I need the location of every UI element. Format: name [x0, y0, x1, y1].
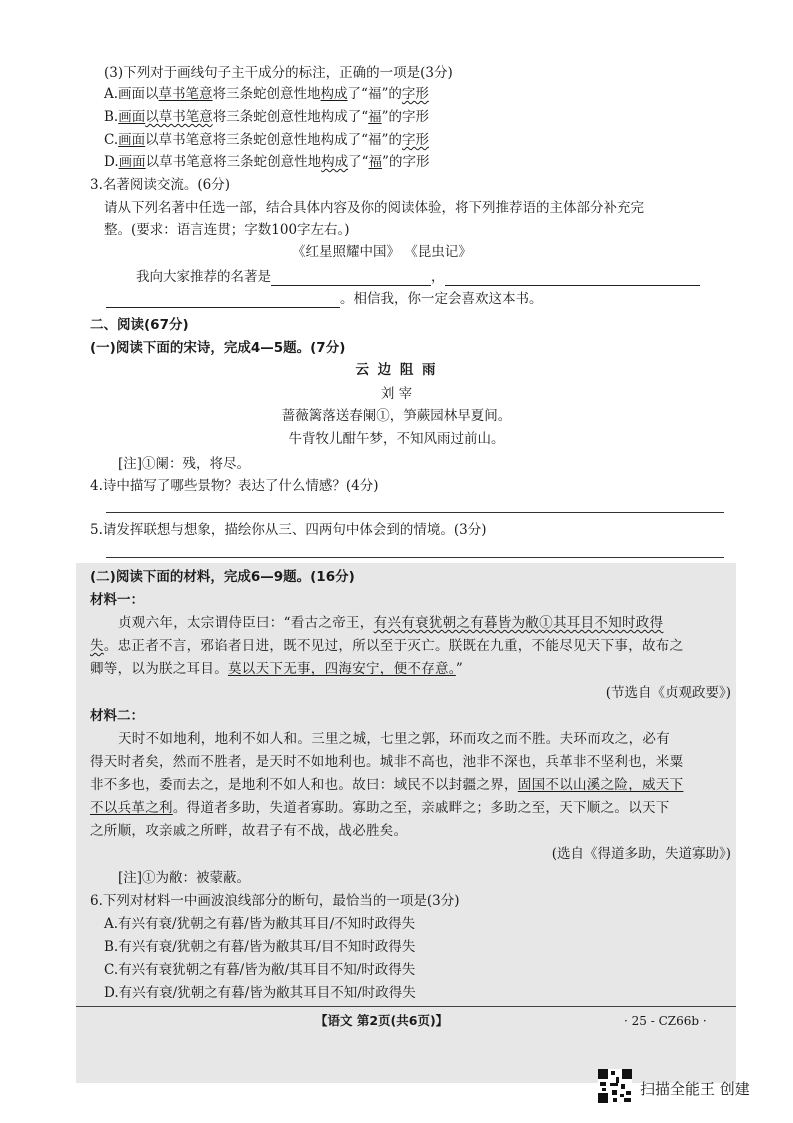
material-2-source: (选自《得道多助，失道寡助》) [551, 846, 731, 862]
q3-option-c: C.画面以草书笔意将三条蛇创意性地构成了“福”的字形 [104, 132, 429, 148]
poem-note: [注]①阑：残，将尽。 [118, 456, 251, 472]
material-1-line-1: 贞观六年，太宗谓侍臣曰：“看古之帝王，有兴有衰犹朝之有暮皆为敝①其耳目不知时政得 [118, 615, 664, 631]
recommend-line-1: 我向大家推荐的名著是 ， [136, 268, 700, 286]
question-6: 6.下列对材料一中画波浪线部分的断句，最恰当的一项是(3分) [90, 893, 460, 909]
q6-option-a[interactable]: A.有兴有衰/犹朝之有暮/皆为敝其耳目/不知时政得失 [104, 916, 416, 932]
material-1-source: (节选自《贞观政要》) [605, 685, 731, 701]
material-1-line-3: 卿等，以为朕之耳目。莫以天下无事，四海安宁，便不存意。” [90, 661, 464, 677]
answer-line-5[interactable] [106, 557, 724, 558]
q3-mingzhu-instruction-1: 请从下列名著中任选一部，结合具体内容及你的阅读体验，将下列推荐语的主体部分补充完 [104, 200, 644, 216]
scanner-watermark: 扫描全能王 创建 [640, 1080, 750, 1098]
material-2-line-2: 得天时者矣，然而不胜者，是天时不如地利也。城非不高也，池非不深也，兵革非不坚利也，米粟 [90, 754, 684, 770]
q3-mingzhu-instruction-2: 整。(要求：语言连贯；字数100字左右。) [104, 222, 350, 238]
question-5: 5.请发挥联想与想象，描绘你从三、四两句中体会到的情境。(3分) [90, 522, 487, 538]
poem-title: 云 边 阻 雨 [355, 362, 438, 378]
material-2-line-5: 之所顺，攻亲戚之所畔，故君子有不战，战必胜矣。 [90, 823, 408, 839]
qr-code-icon [598, 1069, 632, 1103]
exam-code: · 25 - CZ66b · [624, 1014, 707, 1028]
material-2-line-4: 不以兵革之利。得道者多助，失道者寡助。寡助之至，亲戚畔之；多助之至，天下顺之。以天下 [90, 800, 670, 816]
material-1-line-2: 失。忠正者不言，邪谄者日进，既不见过，所以至于灭亡。朕既在九重，不能尽见天下事，故布之 [90, 638, 684, 654]
q3-mingzhu-title: 3.名著阅读交流。(6分) [90, 177, 231, 193]
answer-line-4[interactable] [106, 512, 724, 513]
poem-line-1: 蔷薇篱落送春阑①，笋蕨园林早夏间。 [281, 408, 512, 424]
q6-option-d[interactable]: D.有兴有衰/犹朝之有暮/皆为敝其耳目不知/时政得失 [104, 985, 416, 1001]
part-1-heading: (一)阅读下面的宋诗，完成4—5题。(7分) [90, 340, 346, 356]
question-4: 4.诗中描写了哪些景物？表达了什么情感？(4分) [90, 478, 379, 494]
page-number: 【语文 第2页(共6页)】 [315, 1013, 449, 1028]
material-1-label: 材料一： [90, 592, 144, 608]
q3-option-d: D.画面以草书笔意将三条蛇创意性地构成了“福”的字形 [104, 154, 430, 170]
material-note: [注]①为敝：被蒙蔽。 [118, 870, 251, 886]
q3-option-b: B.画面以草书笔意将三条蛇创意性地构成了“福”的字形 [104, 109, 430, 125]
section-2-heading: 二、阅读(67分) [90, 317, 189, 333]
q6-option-c[interactable]: C.有兴有衰犹朝之有暮/皆为敝/其耳目不知/时政得失 [104, 962, 416, 978]
material-2-label: 材料二： [90, 708, 144, 724]
part-2-heading: (二)阅读下面的材料，完成6—9题。(16分) [90, 569, 355, 585]
recommend-blank-1[interactable] [445, 271, 700, 286]
recommend-line-2: 。相信我，你一定会喜欢这本书。 [106, 290, 543, 308]
poem-author: 刘 宰 [380, 386, 413, 402]
poem-line-2: 牛背牧儿酣午梦，不知风雨过前山。 [288, 431, 505, 447]
q6-option-b[interactable]: B.有兴有衰/犹朝之有暮/皆为敝其耳/目不知时政得失 [104, 939, 416, 955]
recommend-blank-2[interactable] [106, 293, 340, 308]
footer-divider [76, 1006, 736, 1007]
q3-option-a: A.画面以草书笔意将三条蛇创意性地构成了“福”的字形 [104, 86, 429, 102]
material-2-line-1: 天时不如地利，地利不如人和。三里之城，七里之郭，环而攻之而不胜。夫环而攻之，必有 [118, 731, 670, 747]
book-list: 《红星照耀中国》 《昆虫记》 [292, 244, 472, 260]
book-name-blank[interactable] [271, 271, 431, 286]
material-2-line-3: 非不多也，委而去之，是地利不如人和也。故曰：域民不以封疆之界，固国不以山溪之险，威天下 [90, 777, 684, 793]
q3-stem: (3)下列对于画线句子主干成分的标注，正确的一项是(3分) [104, 65, 453, 81]
